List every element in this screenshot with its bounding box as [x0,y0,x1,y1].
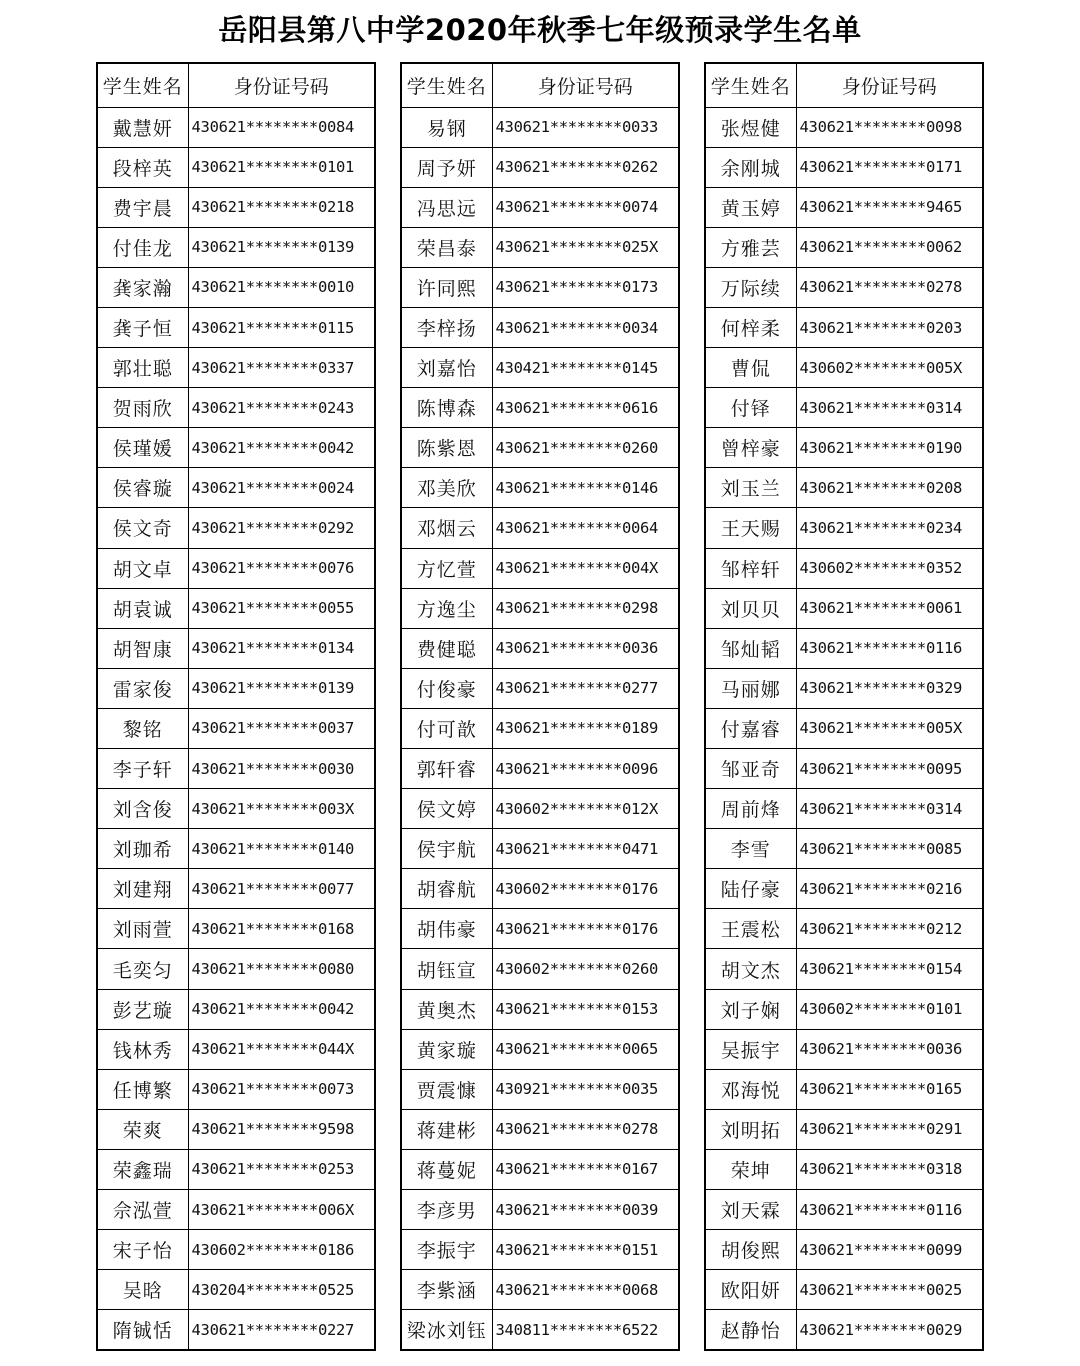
student-table-3 [704,62,984,1351]
header-id: 身份证号码 [796,63,983,107]
student-id-number: 430621********0190 [796,428,983,468]
student-id-number: 430621********006X [188,1190,375,1230]
student-name: 费宇晨 [97,187,188,227]
student-id-number: 430204********0525 [188,1270,375,1310]
student-name: 胡文卓 [97,548,188,588]
student-name: 荣昌泰 [401,227,492,267]
table-row [97,708,375,748]
student-name: 邓美欣 [401,468,492,508]
student-id-number: 430621********0278 [492,1109,679,1149]
header-id: 身份证号码 [188,63,375,107]
student-name: 方忆萱 [401,548,492,588]
table-row [97,989,375,1029]
table-row [97,1190,375,1230]
student-id-number: 430621********0096 [492,749,679,789]
table-row [401,1230,679,1270]
student-name: 胡文杰 [705,949,796,989]
table-row [705,107,983,147]
student-name: 黄家璇 [401,1029,492,1069]
student-id-number: 430621********0115 [188,307,375,347]
student-name: 宋子怡 [97,1230,188,1270]
student-name: 龚家瀚 [97,267,188,307]
student-id-number: 430621********0227 [188,1310,375,1350]
student-name: 余刚城 [705,147,796,187]
student-name: 冯思远 [401,187,492,227]
student-name: 荣坤 [705,1149,796,1189]
student-id-number: 430621********0168 [188,909,375,949]
header-row [97,63,375,107]
student-name: 侯文奇 [97,508,188,548]
student-id-number: 430621********0151 [492,1230,679,1270]
student-name: 刘珈希 [97,829,188,869]
student-id-number: 430621********0030 [188,749,375,789]
table-row [401,147,679,187]
student-name: 刘贝贝 [705,588,796,628]
student-id-number: 430621********0116 [796,1190,983,1230]
table-row [97,348,375,388]
student-id-number: 430621********0084 [188,107,375,147]
table-row [705,588,983,628]
student-id-number: 430621********0314 [796,388,983,428]
student-id-number: 430621********0471 [492,829,679,869]
student-id-number: 430621********0098 [796,107,983,147]
student-id-number: 430621********0065 [492,1029,679,1069]
student-name: 梁冰刘钰 [401,1310,492,1350]
student-id-number: 430602********0101 [796,989,983,1029]
student-id-number: 430621********0139 [188,668,375,708]
student-name: 侯睿璇 [97,468,188,508]
student-name: 段梓英 [97,147,188,187]
student-id-number: 430621********0101 [188,147,375,187]
table-row [705,1190,983,1230]
student-name: 刘雨萱 [97,909,188,949]
student-name: 郭轩睿 [401,749,492,789]
student-name: 黄玉婷 [705,187,796,227]
student-id-number: 430621********0292 [188,508,375,548]
table-row [401,1149,679,1189]
student-id-number: 430621********0146 [492,468,679,508]
student-name: 刘含俊 [97,789,188,829]
table-row [97,749,375,789]
student-name: 邹梓轩 [705,548,796,588]
student-id-number: 430621********0212 [796,909,983,949]
table-row [705,789,983,829]
student-id-number: 430621********0099 [796,1230,983,1270]
table-row [401,628,679,668]
student-id-number: 430621********0208 [796,468,983,508]
student-id-number: 430621********0165 [796,1069,983,1109]
student-name: 戴慧妍 [97,107,188,147]
student-name: 刘玉兰 [705,468,796,508]
table-row [97,428,375,468]
student-id-number: 340811********6522 [492,1310,679,1350]
table-row [705,829,983,869]
table-row [705,388,983,428]
table-row [97,307,375,347]
table-row [705,989,983,1029]
table-row [401,949,679,989]
table-row [401,989,679,1029]
student-name: 陈紫恩 [401,428,492,468]
table-row [97,1230,375,1270]
student-id-number: 430621********044X [188,1029,375,1069]
student-name: 侯瑾媛 [97,428,188,468]
table-row [97,267,375,307]
student-id-number: 430621********0034 [492,307,679,347]
student-name: 方逸尘 [401,588,492,628]
student-id-number: 430621********0064 [492,508,679,548]
table-row [705,1109,983,1149]
table-row [401,267,679,307]
student-name: 张煜健 [705,107,796,147]
table-row [401,468,679,508]
student-id-number: 430621********0025 [796,1270,983,1310]
student-name: 付佳龙 [97,227,188,267]
student-id-number: 430421********0145 [492,348,679,388]
table-row [401,588,679,628]
page-title: 岳阳县第八中学2020年秋季七年级预录学生名单 [218,13,862,47]
student-name: 邓海悦 [705,1069,796,1109]
table-row [97,909,375,949]
student-id-number: 430602********0260 [492,949,679,989]
student-id-number: 430621********0140 [188,829,375,869]
student-name: 何梓柔 [705,307,796,347]
student-name: 陈博森 [401,388,492,428]
student-id-number: 430621********0218 [188,187,375,227]
student-id-number: 430621********0036 [492,628,679,668]
table-row [705,187,983,227]
student-name: 付铎 [705,388,796,428]
student-name: 隋铖恬 [97,1310,188,1350]
table-row [705,1310,983,1350]
student-name: 佘泓萱 [97,1190,188,1230]
student-id-number: 430602********005X [796,348,983,388]
student-id-number: 430621********9598 [188,1109,375,1149]
table-row [97,147,375,187]
table-row [97,468,375,508]
student-name: 胡智康 [97,628,188,668]
student-id-number: 430621********0076 [188,548,375,588]
table-row [97,588,375,628]
student-name: 彭艺璇 [97,989,188,1029]
student-id-number: 430621********0062 [796,227,983,267]
student-id-number: 430621********0037 [188,708,375,748]
student-name: 曾梓豪 [705,428,796,468]
student-name: 蒋建彬 [401,1109,492,1149]
table-row [401,307,679,347]
student-id-number: 430621********9465 [796,187,983,227]
table-row [97,1069,375,1109]
table-row [401,548,679,588]
student-name: 胡睿航 [401,869,492,909]
table-row [705,1230,983,1270]
student-id-number: 430621********0134 [188,628,375,668]
student-table-1 [96,62,376,1351]
student-id-number: 430621********0243 [188,388,375,428]
student-id-number: 430621********0189 [492,708,679,748]
student-name: 邹灿韬 [705,628,796,668]
student-name: 钱林秀 [97,1029,188,1069]
student-name: 贾震慷 [401,1069,492,1109]
student-id-number: 430621********0337 [188,348,375,388]
student-name: 李彦男 [401,1190,492,1230]
student-id-number: 430621********0036 [796,1029,983,1069]
student-name: 胡伟豪 [401,909,492,949]
table-row [401,909,679,949]
student-id-number: 430621********0314 [796,789,983,829]
student-id-number: 430621********0298 [492,588,679,628]
student-id-number: 430621********0318 [796,1149,983,1189]
table-row [705,708,983,748]
student-name: 欧阳妍 [705,1270,796,1310]
student-id-number: 430602********0186 [188,1230,375,1270]
student-id-number: 430621********0139 [188,227,375,267]
student-id-number: 430621********0073 [188,1069,375,1109]
student-id-number: 430621********0616 [492,388,679,428]
table-row [401,227,679,267]
table-row [97,1270,375,1310]
student-id-number: 430921********0035 [492,1069,679,1109]
student-name: 易钢 [401,107,492,147]
table-row [705,227,983,267]
student-name: 郭壮聪 [97,348,188,388]
table-row [401,1270,679,1310]
student-name: 吴振宇 [705,1029,796,1069]
table-row [705,307,983,347]
student-name: 邹亚奇 [705,749,796,789]
student-name: 赵静怡 [705,1310,796,1350]
student-id-number: 430621********0095 [796,749,983,789]
table-row [705,1149,983,1189]
table-row [97,1029,375,1069]
student-id-number: 430621********0173 [492,267,679,307]
student-id-number: 430621********0260 [492,428,679,468]
student-name: 侯文婷 [401,789,492,829]
student-name: 刘建翔 [97,869,188,909]
table-row [705,147,983,187]
student-name: 李紫涵 [401,1270,492,1310]
student-id-number: 430621********0171 [796,147,983,187]
student-name: 付俊豪 [401,668,492,708]
student-id-number: 430621********0253 [188,1149,375,1189]
table-row [401,508,679,548]
table-row [401,1190,679,1230]
student-id-number: 430602********0352 [796,548,983,588]
table-row [401,1109,679,1149]
student-id-number: 430621********0329 [796,668,983,708]
header-name: 学生姓名 [97,63,188,107]
student-name: 雷家俊 [97,668,188,708]
student-name: 任博繁 [97,1069,188,1109]
table-row [97,548,375,588]
student-name: 荣爽 [97,1109,188,1149]
table-row [401,829,679,869]
student-name: 龚子恒 [97,307,188,347]
table-row [97,628,375,668]
header-id: 身份证号码 [492,63,679,107]
student-name: 刘明拓 [705,1109,796,1149]
student-id-number: 430621********0167 [492,1149,679,1189]
student-name: 马丽娜 [705,668,796,708]
table-row [97,1310,375,1350]
table-row [705,428,983,468]
table-row [97,227,375,267]
student-id-number: 430621********0033 [492,107,679,147]
student-name: 胡袁诚 [97,588,188,628]
student-name: 李雪 [705,829,796,869]
student-id-number: 430621********003X [188,789,375,829]
student-id-number: 430621********0234 [796,508,983,548]
student-id-number: 430621********0116 [796,628,983,668]
student-id-number: 430621********0277 [492,668,679,708]
student-name: 贺雨欣 [97,388,188,428]
student-id-number: 430621********0029 [796,1310,983,1350]
student-name: 刘天霖 [705,1190,796,1230]
table-row [401,668,679,708]
student-name: 李梓扬 [401,307,492,347]
student-name: 邓烟云 [401,508,492,548]
table-row [401,1069,679,1109]
student-id-number: 430621********025X [492,227,679,267]
header-row [401,63,679,107]
table-row [97,388,375,428]
student-name: 毛奕匀 [97,949,188,989]
student-name: 方雅芸 [705,227,796,267]
header-name: 学生姓名 [401,63,492,107]
student-name: 李振宇 [401,1230,492,1270]
table-row [401,388,679,428]
table-row [705,1069,983,1109]
table-row [705,949,983,989]
table-row [97,107,375,147]
student-name: 曹侃 [705,348,796,388]
student-name: 吴晗 [97,1270,188,1310]
table-row [705,1029,983,1069]
table-row [97,668,375,708]
header-name: 学生姓名 [705,63,796,107]
table-row [705,468,983,508]
student-id-number: 430621********0176 [492,909,679,949]
table-row [97,187,375,227]
table-row [401,1029,679,1069]
student-name: 付可歆 [401,708,492,748]
student-name: 蒋蔓妮 [401,1149,492,1189]
table-row [401,428,679,468]
student-id-number: 430621********005X [796,708,983,748]
student-id-number: 430621********0068 [492,1270,679,1310]
table-row [401,1310,679,1350]
table-row [401,749,679,789]
table-row [705,869,983,909]
table-row [705,909,983,949]
student-name: 付嘉睿 [705,708,796,748]
student-id-number: 430621********0085 [796,829,983,869]
student-name: 刘子娴 [705,989,796,1029]
table-row [401,107,679,147]
student-name: 荣鑫瑞 [97,1149,188,1189]
student-name: 胡俊熙 [705,1230,796,1270]
student-id-number: 430621********0077 [188,869,375,909]
table-row [401,187,679,227]
table-row [705,628,983,668]
student-id-number: 430602********012X [492,789,679,829]
student-id-number: 430621********0061 [796,588,983,628]
table-row [705,1270,983,1310]
student-id-number: 430621********0055 [188,588,375,628]
student-name: 李子轩 [97,749,188,789]
student-id-number: 430621********0154 [796,949,983,989]
student-name: 王天赐 [705,508,796,548]
student-id-number: 430621********0042 [188,428,375,468]
table-row [97,1149,375,1189]
student-id-number: 430621********0080 [188,949,375,989]
table-row [97,1109,375,1149]
table-row [97,508,375,548]
student-name: 周前烽 [705,789,796,829]
student-name: 王震松 [705,909,796,949]
student-id-number: 430621********0291 [796,1109,983,1149]
table-row [401,348,679,388]
table-row [97,949,375,989]
table-row [705,267,983,307]
table-row [401,869,679,909]
student-id-number: 430621********0216 [796,869,983,909]
student-name: 黄奥杰 [401,989,492,1029]
student-name: 陆仔豪 [705,869,796,909]
student-id-number: 430621********004X [492,548,679,588]
student-name: 费健聪 [401,628,492,668]
student-name: 侯宇航 [401,829,492,869]
table-row [705,749,983,789]
student-id-number: 430602********0176 [492,869,679,909]
student-name: 周予妍 [401,147,492,187]
student-id-number: 430621********0262 [492,147,679,187]
student-name: 许同熙 [401,267,492,307]
table-row [705,548,983,588]
student-id-number: 430621********0039 [492,1190,679,1230]
table-row [705,348,983,388]
table-row [97,829,375,869]
header-row [705,63,983,107]
table-row [97,789,375,829]
student-id-number: 430621********0278 [796,267,983,307]
table-row [97,869,375,909]
student-id-number: 430621********0153 [492,989,679,1029]
student-id-number: 430621********0042 [188,989,375,1029]
student-name: 黎铭 [97,708,188,748]
student-name: 胡钰宣 [401,949,492,989]
student-id-number: 430621********0024 [188,468,375,508]
student-name: 万际续 [705,267,796,307]
table-row [705,668,983,708]
student-name: 刘嘉怡 [401,348,492,388]
table-row [401,789,679,829]
student-table-2 [400,62,680,1351]
table-row [401,708,679,748]
student-id-number: 430621********0074 [492,187,679,227]
student-id-number: 430621********0203 [796,307,983,347]
table-row [705,508,983,548]
student-id-number: 430621********0010 [188,267,375,307]
